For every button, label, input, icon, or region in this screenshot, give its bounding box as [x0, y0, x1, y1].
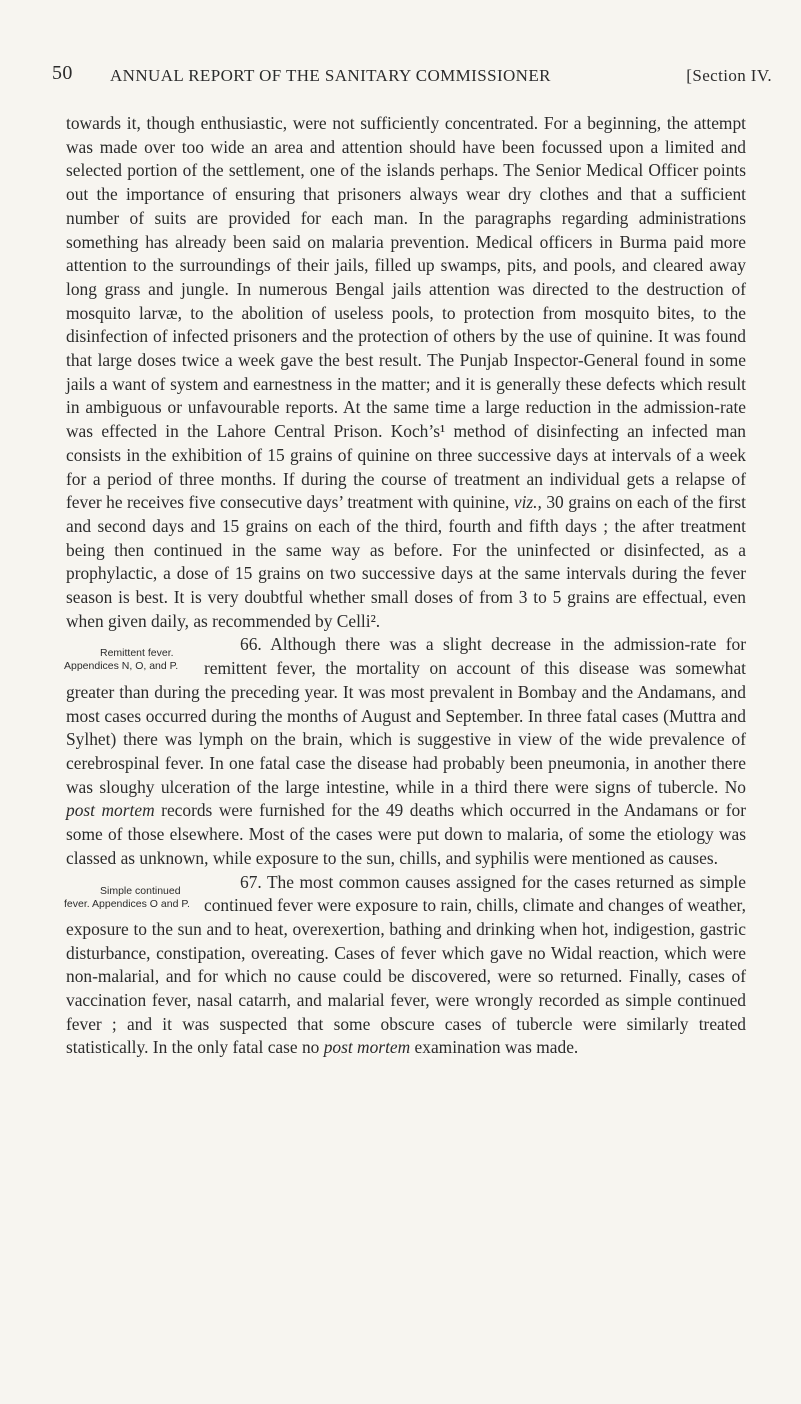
italic-post-mortem: post mortem: [66, 800, 155, 821]
page-header: [52, 58, 772, 90]
body-text: [66, 112, 746, 1060]
paragraph-number: 66.: [240, 634, 262, 655]
paragraph-text: towards it, though enthusiastic, were not sufficiently concentrated. For a beginning, the attempt was made over too wide an area and attention should have been focussed upon a limited and selected portion of the settlement, one of the islands perhaps. The Senior Medical Officer points out the importance of ensuring that prisoners always wear dry clothes and that a sufficient number of suits are provided for each man. In the paragraphs regarding administrations something has already been said on malaria prevention. Medical officers in Burma paid more attention to the surroundings of their jails, filled up swamps, pits, and pools, and cleared away long grass and jungle. In numerous Bengal jails attention was directed to the destruction of mosquito larvæ, to the abolition of useless pools, to protection from mosquito bites, to the disinfection of infected prisoners and the protection of others by the use of quinine. It was found that large doses twice a week gave the best result. The Punjab Inspector-General found in some jails a want of system and earnestness in the matter; and it is generally these defects which result in ambiguous or unfavourable reports. At the same time a large reduction in the admission-rate was effected in the Lahore Central Prison. Koch’s¹ method of disinfecting an infected man consists in the exhibition of 15 grains of quinine on three successive days at intervals of a week for a period of three months. If during the course of treatment an individual gets a relapse of fever he receives five consecutive days’ treatment with quinine,: [66, 113, 746, 513]
section-label: [Section IV.: [686, 66, 772, 85]
paragraph-66: [66, 633, 746, 870]
paragraph-text: examination was made.: [410, 1037, 579, 1058]
italic-viz: viz.,: [513, 492, 542, 513]
page-number: 50: [52, 62, 73, 84]
paragraph-text: The most common causes assigned for the cases returned as simple continued fever were exposure to rain, chills, climate and changes of weather, exposure to the sun and to heat, overexertion, bathing and drinking when hot, indigestion, gastric disturbance, constipation, overeating. Cases of fever which gave no Widal reaction, which were non-malarial, and for which no cause could be discovered, were so returned. Finally, cases of vaccination fever, nasal catarrh, and malarial fever, were wrongly recorded as simple continued fever ; and it was suspected that some obscure cases of tubercle were similarly treated statistically. In the only fatal case no: [66, 871, 746, 1058]
paragraph-67: [66, 871, 746, 1061]
paragraph-number: 67.: [240, 871, 262, 892]
paragraph-text: records were furnished for the 49 deaths which occurred in the Andamans or for some of those elsewhere. Most of the cases were put down to malaria, of some the etiology was classed as unknown, while exposure to the sun, chills, and syphilis were mentioned as causes.: [66, 800, 746, 868]
italic-post-mortem: post mortem: [323, 1037, 411, 1058]
paragraph-text: Although there was a slight decrease in the admission-rate for remittent fever, the mortality on account of this disease was somewhat greater than during the preceding year. It was most prevalent in Bombay and the Andamans, and most cases occurred during the months of August and September. In three fatal cases (Muttra and Sylhet) there was lymph on the brain, which is suggestive in view of the wide prevalence of cerebrospinal fever. In one fatal case the disease had probably been pneumonia, in another there was sloughy ulceration of the large intestine, while in a third there were signs of tubercle. No: [66, 634, 746, 797]
paragraph-text: 30 grains on each of the first and second days and 15 grains on each of the third, fourth and fifth days ; the after treatment being then continued in the same way as before. For the uninfected or disinfected, as a prophylactic, a dose of 15 grains on two successive days at the same intervals during the fever season is best. It is very doubtful whether small doses of from 3 to 5 grains are effectual, even when given daily, as recommended by Celli².: [66, 492, 746, 631]
margin-note-remittent-fever: Remittent fever. Appendices N, O, and P.: [64, 647, 179, 673]
margin-note-simple-continued-fever: Simple continued fever. Appendices O and P.: [64, 884, 190, 910]
running-title: ANNUAL REPORT OF THE SANITARY COMMISSIONER: [110, 66, 551, 85]
paragraph-continued: [66, 112, 746, 633]
